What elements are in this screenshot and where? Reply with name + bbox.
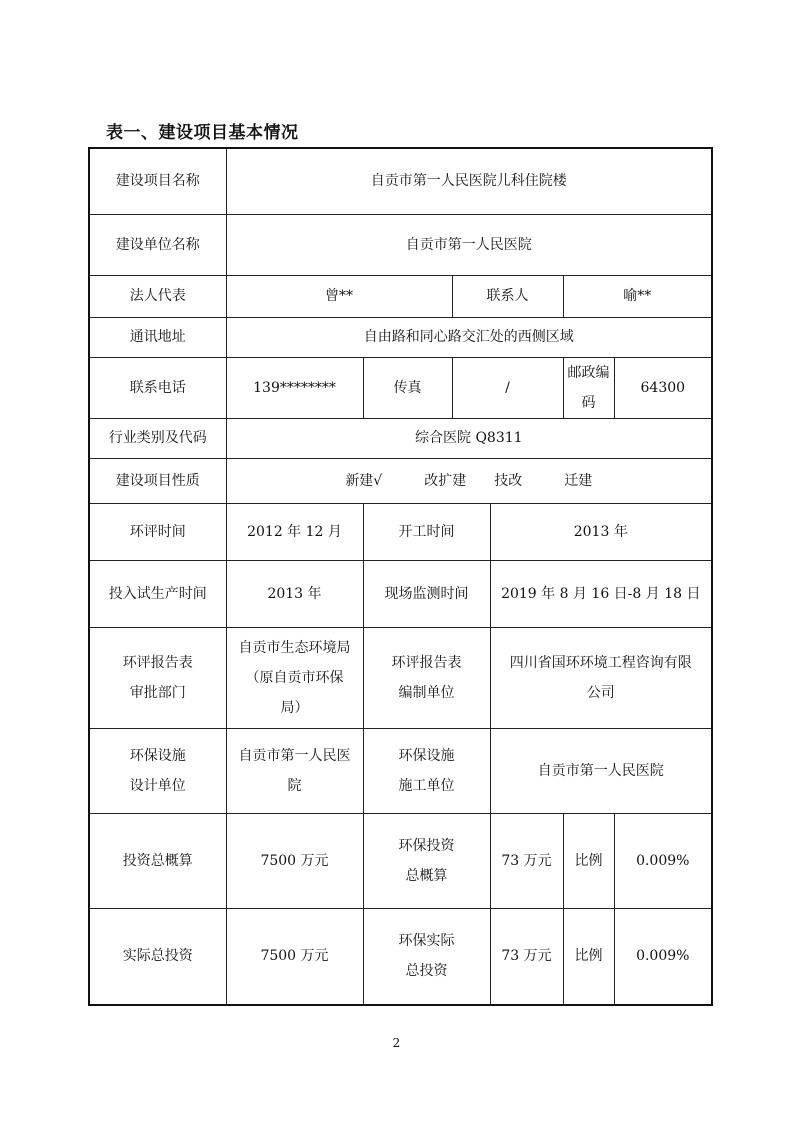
table-row: [89, 503, 712, 560]
field-label: 建设项目性质: [89, 458, 226, 503]
field-label: 建设单位名称: [89, 214, 226, 275]
table-cell: 环保实际 总投资: [363, 908, 490, 1005]
table-cell: 64300: [614, 357, 712, 418]
table-cell: 现场监测时间: [363, 560, 490, 627]
field-label: 通讯地址: [89, 317, 226, 357]
table-row: [89, 458, 712, 503]
field-label: 环评报告表 审批部门: [89, 627, 226, 728]
table-cell: 喻**: [563, 275, 712, 317]
table-cell: 73 万元: [490, 908, 563, 1005]
field-label: 投入试生产时间: [89, 560, 226, 627]
table-cell: 73 万元: [490, 813, 563, 908]
field-label: 行业类别及代码: [89, 418, 226, 458]
table-cell: 环保投资 总概算: [363, 813, 490, 908]
table-row: [89, 317, 712, 357]
table-cell: 传真: [363, 357, 452, 418]
table-cell: 四川省国环环境工程咨询有限 公司: [490, 627, 712, 728]
table-cell: 比例: [563, 813, 614, 908]
table-row: [89, 560, 712, 627]
table-cell: 2019 年 8 月 16 日-8 月 18 日: [490, 560, 712, 627]
table-cell: 2013 年: [226, 560, 363, 627]
table-cell: 环评报告表 编制单位: [363, 627, 490, 728]
table-row: [89, 728, 712, 813]
table-cell: 7500 万元: [226, 813, 363, 908]
table-row: [89, 148, 712, 214]
field-label: 联系电话: [89, 357, 226, 418]
table-cell: 新建√ 改扩建 技改 迁建: [226, 458, 712, 503]
table-row: [89, 357, 712, 418]
table-cell: 2012 年 12 月: [226, 503, 363, 560]
page-number: 2: [392, 1036, 401, 1050]
field-label: 投资总概算: [89, 813, 226, 908]
table-cell: 曾**: [226, 275, 452, 317]
table-cell: 自贡市第一人民医院: [226, 214, 712, 275]
table-row: [89, 908, 712, 1005]
field-label: 环保设施 设计单位: [89, 728, 226, 813]
table-row: [89, 418, 712, 458]
table-cell: 自由路和同心路交汇处的西侧区域: [226, 317, 712, 357]
table-cell: 0.009%: [614, 813, 712, 908]
table-cell: 邮政编码: [563, 357, 614, 418]
table-row: [89, 214, 712, 275]
table-cell: 比例: [563, 908, 614, 1005]
table-cell: 联系人: [452, 275, 563, 317]
table-cell: 自贡市第一人民医院儿科住院楼: [226, 148, 712, 214]
project-info-table: [88, 147, 713, 1006]
field-label: 实际总投资: [89, 908, 226, 1005]
table-row: [89, 275, 712, 317]
field-label: 建设项目名称: [89, 148, 226, 214]
table-cell: 自贡市第一人民医 院: [226, 728, 363, 813]
page-title: 表一、建设项目基本情况: [106, 123, 299, 143]
table-cell: 139********: [226, 357, 363, 418]
table-cell: 自贡市第一人民医院: [490, 728, 712, 813]
table-cell: /: [452, 357, 563, 418]
table-cell: 开工时间: [363, 503, 490, 560]
table-cell: 2013 年: [490, 503, 712, 560]
table-row: [89, 627, 712, 728]
table-cell: 环保设施 施工单位: [363, 728, 490, 813]
table-cell: 7500 万元: [226, 908, 363, 1005]
table-cell: 0.009%: [614, 908, 712, 1005]
table-row: [89, 813, 712, 908]
field-label: 法人代表: [89, 275, 226, 317]
table-cell: 综合医院 Q8311: [226, 418, 712, 458]
table-cell: 自贡市生态环境局 （原自贡市环保 局）: [226, 627, 363, 728]
field-label: 环评时间: [89, 503, 226, 560]
